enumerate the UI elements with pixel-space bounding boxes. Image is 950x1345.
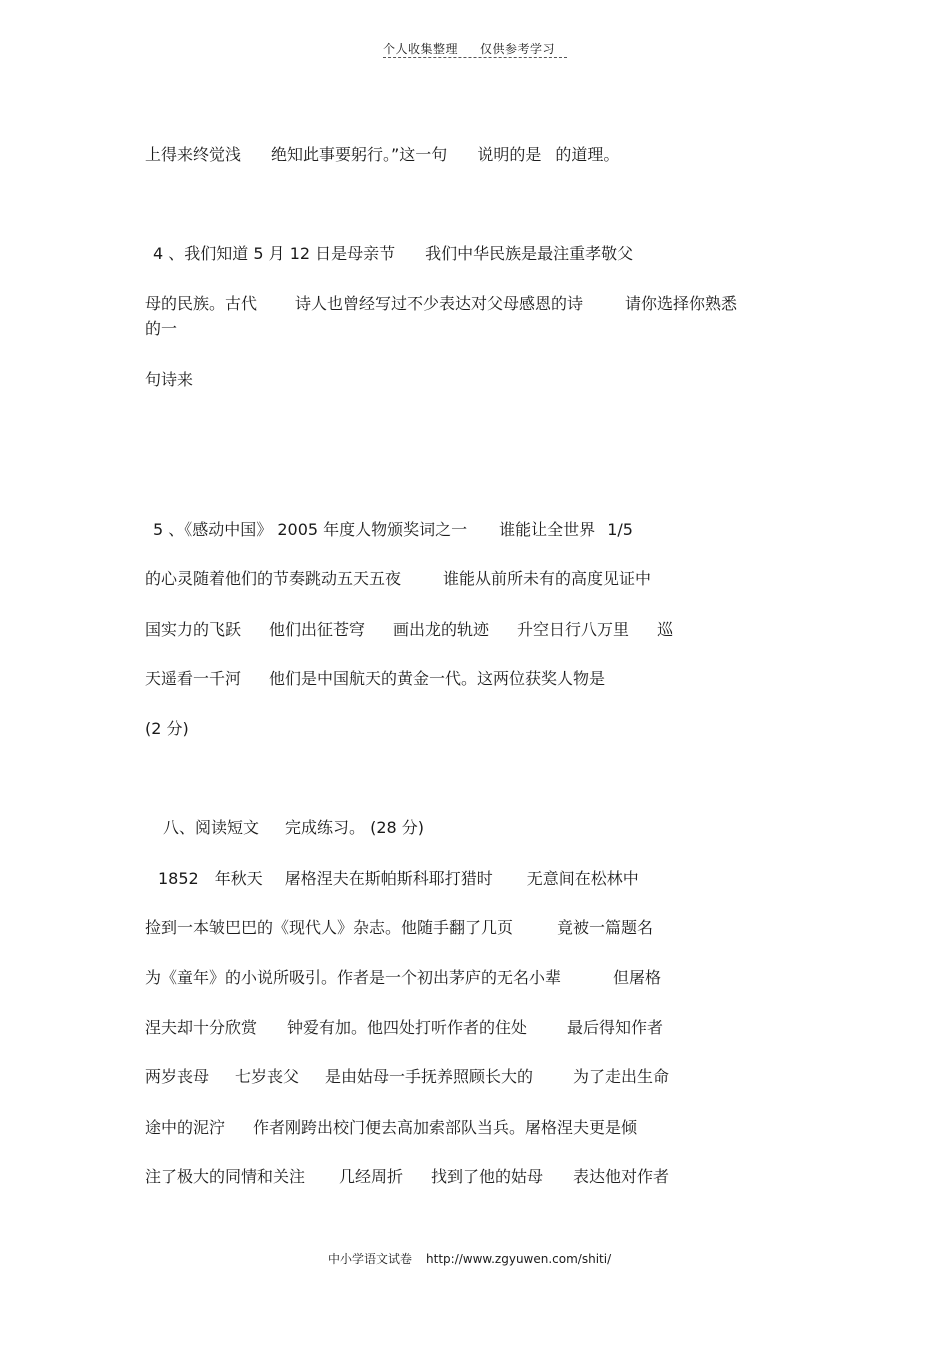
text-segment: 注了极大的同情和关注 [145,1167,306,1186]
text-segment: 他们出征苍穹 [269,620,366,639]
text-segment: 年秋天 [214,869,263,888]
footer-url: http://www.zgyuwen.com/shiti/ [426,1252,612,1266]
text-segment: 找到了他的姑母 [431,1167,544,1186]
text-line [145,1018,663,1038]
text-segment: 母的民族。古代 [145,294,258,313]
text-segment: 几经周折 [339,1167,404,1186]
text-line [145,1067,669,1087]
header-dashed-rule [383,57,567,58]
text-segment: 的心灵随着他们的节奏跳动五天五夜 [145,569,402,588]
text-segment: 谁能从前所未有的高度见证中 [443,569,652,588]
text-segment: 他们是中国航天的黄金一代。这两位获奖人物是 [269,669,606,688]
text-segment: 为了走出生命 [573,1067,670,1086]
text-line [145,968,661,988]
text-segment: 画出龙的轨迹 [393,620,490,639]
text-segment: 上得来终觉浅 [145,145,242,164]
text-line [145,145,619,165]
text-segment: 途中的泥泞 [145,1118,226,1137]
text-segment: 表达他对作者 [573,1167,670,1186]
page-footer [328,1250,611,1267]
text-segment: 无意间在松林中 [526,869,639,888]
text-line [145,370,193,390]
text-segment: 捡到一本皱巴巴的《现代人》杂志。他随手翻了几页 [145,918,514,937]
text-segment: 5 、《感动中国》 2005 年度人物颁奖词之一 [153,520,468,539]
text-line [145,669,605,689]
text-line [145,319,177,339]
section-heading [163,818,424,838]
text-line [158,869,639,889]
text-segment: 诗人也曾经写过不少表达对父母感恩的诗 [295,294,584,313]
text-line [145,1118,637,1138]
text-segment: 钟爱有加。他四处打听作者的住处 [287,1018,528,1037]
question-4-line [153,244,633,264]
text-segment: 1852 [158,869,199,888]
question-5-line [153,520,633,540]
header-right-text: 仅供参考学习 [480,42,556,56]
text-segment: 完成练习。 (28 分) [285,818,425,837]
page-number: 1/5 [607,520,633,539]
text-segment: 绝知此事要躬行。”这一句 [271,145,448,164]
text-segment: 国实力的飞跃 [145,620,242,639]
text-segment: 涅夫却十分欣赏 [145,1018,258,1037]
text-line [145,569,651,589]
text-line [145,719,189,739]
text-line [145,1167,669,1187]
text-segment: 句诗来 [145,370,194,389]
text-line [145,918,653,938]
text-segment: 天遥看一千河 [145,669,242,688]
text-segment: 说明的是 [477,145,542,164]
text-segment: 但屠格 [613,968,662,987]
footer-label: 中小学语文试卷 [328,1252,413,1266]
text-segment: 竟被一篇题名 [557,918,654,937]
header-left-text: 个人收集整理 [383,42,459,56]
score-text: (2 分) [145,719,189,738]
text-segment: 七岁丧父 [235,1067,300,1086]
text-segment: 请你选择你熟悉 [625,294,738,313]
text-segment: 最后得知作者 [567,1018,664,1037]
text-line [145,620,673,640]
text-segment: 作者刚跨出校门便去高加索部队当兵。屠格涅夫更是倾 [253,1118,638,1137]
text-segment: 的道理。 [555,145,620,164]
text-segment: 两岁丧母 [145,1067,210,1086]
page-header [383,40,577,57]
text-segment: 为《童年》的小说所吸引。作者是一个初出茅庐的无名小辈 [145,968,562,987]
text-segment: 的一 [145,319,178,338]
text-segment: 4 、我们知道 5 月 12 日是母亲节 [153,244,396,263]
text-segment: 是由姑母一手抚养照顾长大的 [325,1067,534,1086]
text-segment: 八、阅读短文 [163,818,260,837]
text-segment: 升空日行八万里 [517,620,630,639]
text-segment: 谁能让全世界 [499,520,596,539]
text-line [145,294,737,314]
text-segment: 我们中华民族是最注重孝敬父 [425,244,634,263]
text-segment: 巡 [657,620,674,639]
text-segment: 屠格涅夫在斯帕斯科耶打猎时 [284,869,493,888]
